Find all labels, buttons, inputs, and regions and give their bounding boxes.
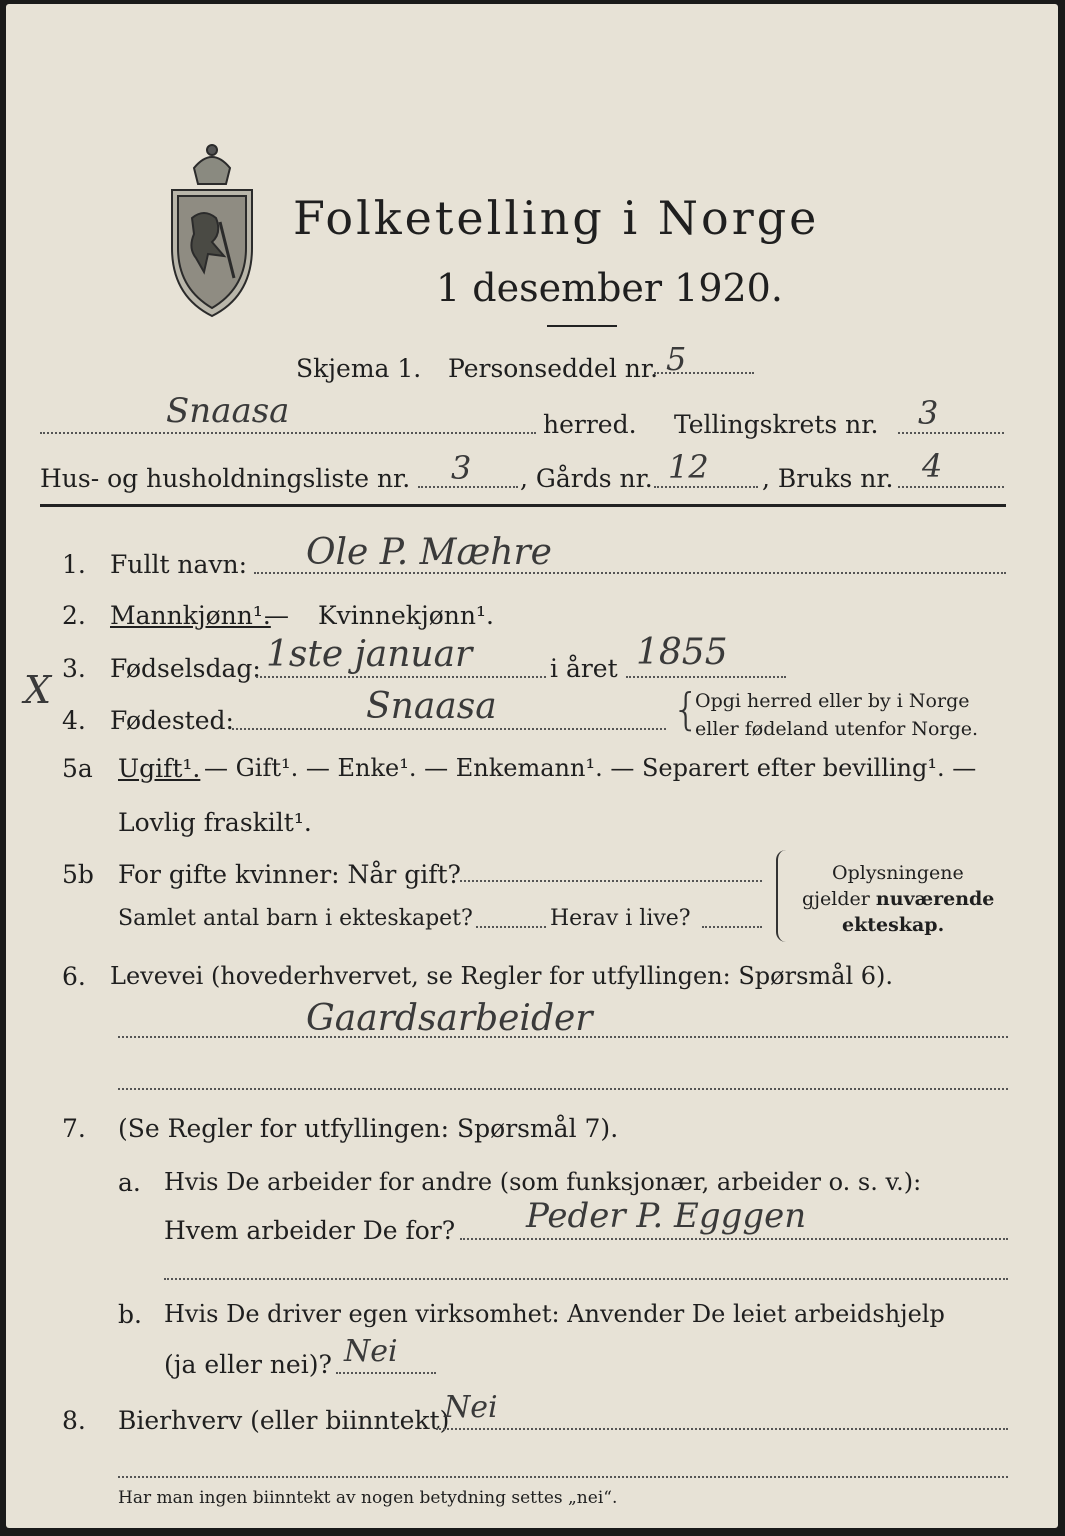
norwegian-lion-coat-of-arms-icon: [164, 138, 260, 320]
q5b-number: 5b: [62, 860, 94, 889]
q5a-other-options: — Gift¹. — Enke¹. — Enkemann¹. — Separert efter bevilling¹. —: [204, 754, 977, 782]
footer-note: Har man ingen biinntekt av nogen betydning settes „nei“.: [118, 1488, 618, 1508]
q2-number: 2.: [62, 601, 86, 630]
q5b-bracket: [776, 850, 786, 942]
q7b-question: Hvis De driver egen virksomhet: Anvender De leiet arbeidshjelp: [164, 1300, 945, 1328]
q4-brace: {: [672, 684, 700, 735]
q8-value: Nei: [444, 1390, 498, 1425]
q7a-who-line: [460, 1238, 1008, 1240]
q3-day-value: 1ste januar: [266, 634, 473, 675]
q8-line: [436, 1428, 1008, 1430]
census-form: [6, 4, 1058, 1528]
title-divider: [547, 325, 617, 327]
q8-line2: [118, 1476, 1008, 1478]
q5b-note-line1: Oplysningene: [832, 862, 964, 884]
bruks-line: [898, 486, 1004, 488]
q7b-number: b.: [118, 1300, 142, 1329]
header-divider: [40, 504, 1006, 507]
q8-label: Bierhverv (eller biinntekt): [118, 1406, 450, 1435]
q6-number: 6.: [62, 962, 86, 991]
tellingskrets-line: [898, 432, 1004, 434]
q3-year-line: [626, 676, 786, 678]
personseddel-value: 5: [666, 340, 687, 378]
form-title: Folketelling i Norge: [293, 191, 820, 245]
q5b-note-gjelder: gjelder: [802, 888, 876, 910]
q2-female-option: Kvinnekjønn¹.: [318, 601, 494, 630]
herred-line: [40, 432, 536, 434]
q2-male-option: Mannkjønn¹.: [110, 601, 271, 630]
q5b-alive-label: Herav i live?: [550, 906, 691, 931]
q5b-alive-line: [702, 926, 762, 928]
q6-value: Gaardsarbeider: [306, 998, 593, 1039]
q5b-married-line: [460, 880, 762, 882]
q7a-who-value: Peder P. Egggen: [526, 1196, 807, 1236]
q1-label: Fullt navn:: [110, 550, 248, 579]
gards-line: [654, 486, 758, 488]
hus-value: 3: [451, 449, 472, 487]
q6-line2: [118, 1088, 1008, 1090]
q3-year-label: i året: [550, 654, 618, 683]
q5a-number: 5a: [62, 754, 93, 783]
q4-number: 4.: [62, 706, 86, 735]
gards-label: , Gårds nr.: [520, 464, 653, 493]
q3-label: Fødselsdag:: [110, 654, 261, 683]
q5a-ugift-option: Ugift¹.: [118, 754, 201, 783]
q4-line: [232, 728, 666, 730]
q7b-yesno-line: [336, 1372, 436, 1374]
q1-value: Ole P. Mæhre: [306, 532, 552, 573]
gards-value: 12: [668, 448, 709, 486]
bruks-label: , Bruks nr.: [762, 464, 894, 493]
q7a-question: Hvis De arbeider for andre (som funksjonær, arbeider o. s. v.):: [164, 1168, 922, 1196]
q7b-yesno-value: Nei: [344, 1334, 398, 1369]
tellingskrets-value: 3: [918, 394, 939, 432]
q7a-number: a.: [118, 1168, 141, 1197]
herred-label: herred.: [543, 410, 637, 439]
q3-year-value: 1855: [636, 632, 728, 673]
q8-number: 8.: [62, 1406, 86, 1435]
q7-label: (Se Regler for utfyllingen: Spørsmål 7).: [118, 1114, 619, 1143]
q4-label: Fødested:: [110, 706, 234, 735]
q7-number: 7.: [62, 1114, 86, 1143]
q7b-yesno-label: (ja eller nei)?: [164, 1350, 332, 1379]
census-date: 1 desember 1920.: [436, 266, 783, 310]
q6-label: Levevei (hovederhvervet, se Regler for utfyllingen: Spørsmål 6).: [110, 962, 894, 990]
skjema-label: Skjema 1.: [296, 354, 422, 383]
hus-label: Hus- og husholdningsliste nr.: [40, 464, 411, 493]
q5b-label: For gifte kvinner: Når gift?: [118, 860, 461, 889]
q3-number: 3.: [62, 654, 86, 683]
q7a-line2: [164, 1278, 1008, 1280]
q3-day-line: [256, 676, 546, 678]
q4-margin-mark: X: [24, 668, 52, 712]
personseddel-label: Personseddel nr.: [448, 354, 659, 383]
herred-value: Snaasa: [166, 391, 290, 431]
q7a-who-label: Hvem arbeider De for?: [164, 1216, 456, 1245]
q4-value: Snaasa: [366, 686, 497, 727]
q2-separator: —: [264, 601, 289, 630]
q4-note-line1: Opgi herred eller by i Norge: [695, 690, 970, 712]
q5a-fraskilt-option: Lovlig fraskilt¹.: [118, 808, 312, 837]
q5b-note-nuvaerende: nuværende: [875, 888, 995, 910]
q5b-children-label: Samlet antal barn i ekteskapet?: [118, 906, 473, 931]
q1-number: 1.: [62, 550, 86, 579]
q5b-note-line2: [802, 888, 994, 910]
q4-note-line2: eller fødeland utenfor Norge.: [695, 718, 979, 740]
q5b-children-line: [476, 926, 546, 928]
q5b-note-line3: ekteskap.: [842, 914, 945, 936]
q6-line1: [118, 1036, 1008, 1038]
bruks-value: 4: [922, 447, 943, 485]
tellingskrets-label: Tellingskrets nr.: [674, 410, 879, 439]
